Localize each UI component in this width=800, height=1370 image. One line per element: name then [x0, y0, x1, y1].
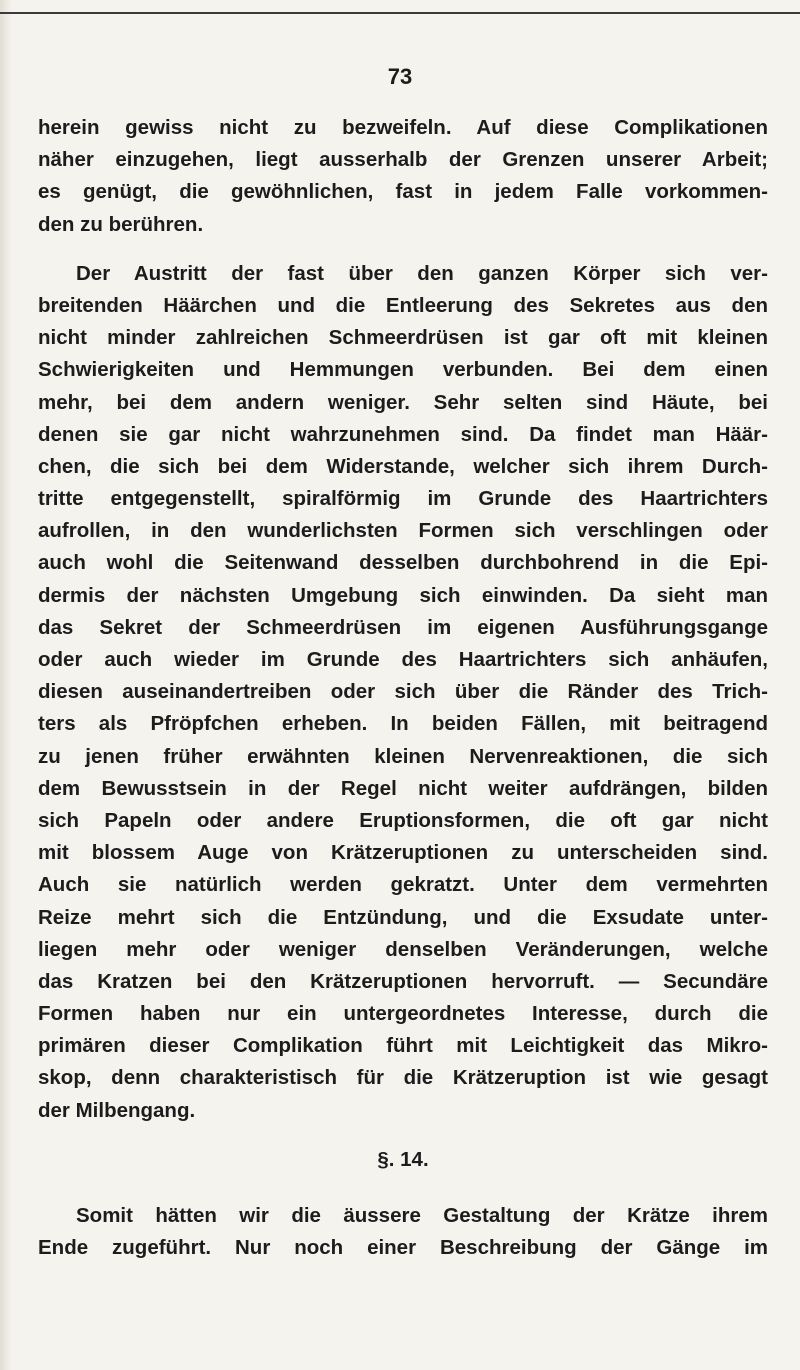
- text-line: Ende zugeführt. Nur noch einer Beschreibung der Gänge im: [38, 1236, 768, 1259]
- text-line: Somit hätten wir die äussere Gestaltung der Krätze ihrem: [76, 1203, 768, 1227]
- text-line: sich Papeln oder andere Eruptionsformen, die oft gar nicht: [38, 808, 768, 832]
- text-line: Reize mehrt sich die Entzündung, und die Exsudate unter-: [38, 905, 768, 929]
- section-heading: §. 14.: [377, 1147, 429, 1171]
- page-body: [38, 112, 768, 1264]
- text-line: Der Austritt der fast über den ganzen Körper sich ver-: [76, 261, 768, 285]
- text-line: diesen auseinandertreiben oder sich über die Ränder des Trich-: [38, 680, 768, 704]
- text-line: näher einzugehen, liegt ausserhalb der Grenzen unserer Arbeit;: [38, 148, 768, 172]
- text-line: herein gewiss nicht zu bezweifeln. Auf diese Complikationen: [38, 116, 768, 139]
- text-line: Auch sie natürlich werden gekratzt. Unter dem vermehrten: [38, 873, 768, 897]
- text-line: denen sie gar nicht wahrzunehmen sind. Da findet man Häär-: [38, 422, 768, 446]
- text-line: dermis der nächsten Umgebung sich einwinden. Da sieht man: [38, 583, 768, 607]
- text-line: nicht minder zahlreichen Schmeerdrüsen ist gar oft mit kleinen: [38, 326, 768, 350]
- text-line: das Kratzen bei den Krätzeruptionen hervorruft. — Secundäre: [38, 969, 768, 993]
- text-line: auch wohl die Seitenwand desselben durchbohrend in die Epi-: [38, 551, 768, 575]
- text-line: den zu berühren.: [38, 212, 204, 236]
- text-line: primären dieser Complikation führt mit Leichtigkeit das Mikro-: [38, 1034, 768, 1058]
- page-binding-edge: [0, 0, 12, 1370]
- text-line: es genügt, die gewöhnlichen, fast in jedem Falle vorkommen-: [38, 180, 768, 204]
- paragraph-1: [38, 112, 768, 241]
- paragraph-2: [38, 258, 768, 1127]
- text-line: Schwierigkeiten und Hemmungen verbunden. Bei dem einen: [38, 358, 768, 382]
- text-line: mehr, bei dem andern weniger. Sehr selten sind Häute, bei: [38, 390, 768, 414]
- text-line: liegen mehr oder weniger denselben Veränderungen, welche: [38, 937, 768, 961]
- text-line: Formen haben nur ein untergeordnetes Interesse, durch die: [38, 1002, 768, 1026]
- text-line: dem Bewusstsein in der Regel nicht weiter aufdrängen, bilden: [38, 776, 768, 800]
- text-line: der Milbengang.: [38, 1098, 196, 1122]
- top-rule: [0, 12, 800, 14]
- paragraph-3: [38, 1200, 768, 1264]
- page-number: 73: [387, 64, 413, 89]
- text-line: breitenden Häärchen und die Entleerung des Sekretes aus den: [38, 293, 768, 317]
- text-line: zu jenen früher erwähnten kleinen Nervenreaktionen, die sich: [38, 744, 768, 768]
- text-line: skop, denn charakteristisch für die Krätzeruption ist wie gesagt: [38, 1066, 768, 1090]
- text-line: mit blossem Auge von Krätzeruptionen zu unterscheiden sind.: [38, 841, 768, 865]
- text-line: oder auch wieder im Grunde des Haartrichters sich anhäufen,: [38, 648, 768, 671]
- text-line: chen, die sich bei dem Widerstande, welcher sich ihrem Durch-: [38, 454, 768, 478]
- text-line: das Sekret der Schmeerdrüsen im eigenen Ausführungsgange: [38, 615, 768, 639]
- text-line: ters als Pfröpfchen erheben. In beiden Fällen, mit beitragend: [38, 712, 768, 736]
- text-line: tritte entgegenstellt, spiralförmig im Grunde des Haartrichters: [38, 487, 768, 511]
- text-line: aufrollen, in den wunderlichsten Formen sich verschlingen oder: [38, 519, 768, 543]
